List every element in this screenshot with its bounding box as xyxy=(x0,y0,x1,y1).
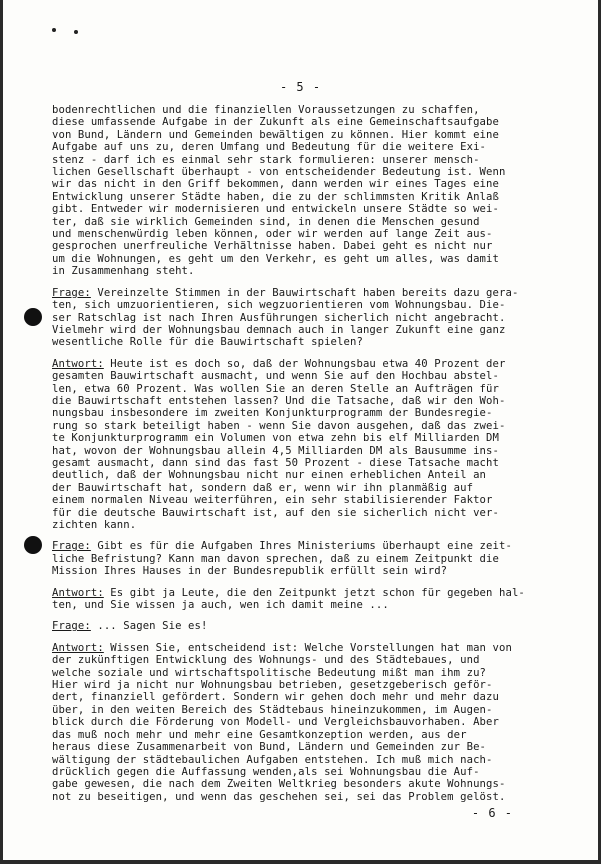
scan-speck xyxy=(52,28,56,32)
question-paragraph xyxy=(52,540,570,577)
question-paragraph xyxy=(52,620,570,632)
text-line xyxy=(52,287,570,299)
next-page-number: - 6 - xyxy=(471,806,513,820)
speaker-label: Antwort: xyxy=(52,641,104,654)
text-line: Aufgabe auf uns zu, deren Umfang und Bedeutung für die weitere Exi- xyxy=(52,141,487,154)
answer-paragraph xyxy=(52,642,570,803)
text-line: wesentliche Rolle für die Bauwirtschaft spielen? xyxy=(52,336,363,349)
text-line: und menschenwürdig leben können, oder wir werden auf lange Zeit aus- xyxy=(52,228,493,241)
text-line xyxy=(52,540,570,552)
text-line: hat, wovon der Wohnungsbau allein 4,5 Milliarden DM als Bausumme ins- xyxy=(52,444,499,457)
text-line: te Konjunkturprogramm ein Volumen von etwa zehn bis elf Milliarden DM xyxy=(52,432,499,445)
text-line: lichen Gesellschaft überhaupt - von entscheidender Bedeutung ist. Wenn xyxy=(52,166,506,179)
text-line: der Bauwirtschaft hat, sondern daß er, wenn wir ihn planmäßig auf xyxy=(52,481,474,494)
speaker-label: Frage: xyxy=(52,540,91,553)
text-line: wältigung der städtebaulichen Aufgaben entstehen. Ich muß mich nach- xyxy=(52,753,493,766)
text-line: für die deutsche Bauwirtschaft ist, auf den sie sicherlich nicht ver- xyxy=(52,506,499,519)
scan-edge-bottom xyxy=(0,860,601,864)
speaker-label: Frage: xyxy=(52,286,91,299)
text-line: ter, daß sie wirklich Gemeinden sind, in denen die Menschen gesund xyxy=(52,215,480,228)
text-line: wir das nicht in den Griff bekommen, dann werden wir eines Tages eine xyxy=(52,178,499,191)
text-line: einem normalen Niveau weiterführen, ein sehr stabilisierender Faktor xyxy=(52,494,493,507)
line-text: Heute ist es doch so, daß der Wohnungsbau etwa 40 Prozent der xyxy=(103,357,506,370)
answer-paragraph xyxy=(52,587,570,612)
line-text: Vereinzelte Stimmen in der Bauwirtschaft haben bereits dazu gera- xyxy=(90,286,519,299)
text-line: nungsbau insbesondere im zweiten Konjunkturprogramm der Bundesregie- xyxy=(52,407,493,420)
text-line: dert, finanziell gefördert. Sondern wir gehen doch mehr und mehr dazu xyxy=(52,691,499,704)
text-line xyxy=(52,620,570,632)
text-line: Vielmehr wird der Wohnungsbau demnach auch in langer Zukunft eine ganz xyxy=(52,323,506,336)
text-line: blick durch die Förderung von Modell- und Vergleichsbauvorhaben. Aber xyxy=(52,716,499,729)
text-line: über, in den weiten Bereich des Städtebaus hineinzukommen, im Augen- xyxy=(52,703,493,716)
punch-hole xyxy=(24,536,42,554)
text-line: drücklich gegen die Auffassung wenden,als sei Wohnungsbau die Auf- xyxy=(52,765,480,778)
text-line: der zukünftigen Entwicklung des Wohnungs- und des Städtebaues, und xyxy=(52,654,480,667)
text-line xyxy=(52,358,570,370)
punch-hole xyxy=(24,308,42,326)
line-text: ... Sagen Sie es! xyxy=(90,620,208,633)
text-line: die Bauwirtschaft entstehen lassen? Und die Tatsache, daß wir den Woh- xyxy=(52,394,506,407)
text-line xyxy=(52,642,570,654)
text-line: ser Ratschlag ist nach Ihren Ausführungen sicherlich nicht angebracht. xyxy=(52,311,506,324)
text-line: deutlich, daß der Wohnungsbau nicht nur einen erheblichen Anteil an xyxy=(52,469,487,482)
text-line: ten, sich umzuorientieren, sich wegzuorientieren vom Wohnungsbau. Die- xyxy=(52,299,506,312)
text-line: welche soziale und wirtschaftspolitische Bedeutung mißt man ihm zu? xyxy=(52,666,487,679)
text-line: um die Wohnungen, es geht um den Verkehr, es geht um alles, was damit xyxy=(52,252,499,265)
text-line: gibt. Entweder wir modernisieren und entwickeln unsere Städte so wei- xyxy=(52,203,499,216)
line-text: Gibt es für die Aufgaben Ihres Ministeriums überhaupt eine zeit- xyxy=(90,540,512,553)
scan-edge-left xyxy=(0,0,3,864)
text-line: in Zusammenhang steht. xyxy=(52,265,195,278)
text-line: not zu beseitigen, und wenn das geschehen sei, sei das Problem gelöst. xyxy=(52,790,506,803)
text-line: heraus diese Zusammenarbeit von Bund, Ländern und Gemeinden zur Be- xyxy=(52,741,487,754)
answer-paragraph xyxy=(52,358,570,532)
speaker-label: Antwort: xyxy=(52,357,104,370)
text-paragraph xyxy=(52,104,570,278)
text-line: zichten kann. xyxy=(52,519,137,531)
text-line: gesprochen unerfreuliche Verhältnisse haben. Dabei geht es nicht nur xyxy=(52,240,493,253)
text-line: Hier wird ja nicht nur Wohnungsbau betrieben, gesetzgeberisch geför- xyxy=(52,679,493,692)
text-line: gesamten Bauwirtschaft ausmacht, und wenn Sie auf den Hochbau abstel- xyxy=(52,370,499,383)
text-line: von Bund, Ländern und Gemeinden bewältigen zu können. Hier kommt eine xyxy=(52,128,499,141)
text-line: bodenrechtlichen und die finanziellen Voraussetzungen zu schaffen, xyxy=(52,104,480,116)
text-line: liche Befristung? Kann man davon sprechen, daß zu einem Zeitpunkt die xyxy=(52,552,499,565)
text-line: stenz - darf ich es einmal sehr stark formulieren: unserer mensch- xyxy=(52,153,480,166)
document-body xyxy=(52,104,570,812)
text-line: das muß noch mehr und mehr eine Gesamtkonzeption werden, aus der xyxy=(52,728,467,741)
line-text: Es gibt ja Leute, die den Zeitpunkt jetzt schon für gegeben hal- xyxy=(103,586,525,599)
text-line: Mission Ihres Hauses in der Bundesrepublik erfüllt sein wird? xyxy=(52,565,448,578)
speaker-label: Antwort: xyxy=(52,586,104,599)
text-line: gesamt ausmacht, dann sind das fast 50 Prozent - diese Tatsache macht xyxy=(52,456,499,469)
question-paragraph xyxy=(52,287,570,349)
text-line: len, etwa 60 Prozent. Was wollen Sie an deren Stelle an Aufträgen für xyxy=(52,382,499,395)
speaker-label: Frage: xyxy=(52,620,91,633)
scan-speck xyxy=(74,30,78,34)
text-line: rung so stark beteiligt haben - wenn Sie davon ausgehen, daß das zwei- xyxy=(52,419,506,432)
text-line: gabe gewesen, die nach dem Zweiten Weltkrieg besonders akute Wohnungs- xyxy=(52,778,506,791)
page-number: - 5 - xyxy=(279,80,322,94)
line-text: Wissen Sie, entscheidend ist: Welche Vorstellungen hat man von xyxy=(103,641,512,654)
text-line xyxy=(52,587,570,599)
text-line: ten, und Sie wissen ja auch, wen ich damit meine ... xyxy=(52,599,389,612)
text-line: Entwicklung unserer Städte haben, die zu der schlimmsten Kritik Anlaß xyxy=(52,190,499,203)
text-line: diese umfassende Aufgabe in der Zukunft als eine Gemeinschaftsaufgabe xyxy=(52,116,499,129)
